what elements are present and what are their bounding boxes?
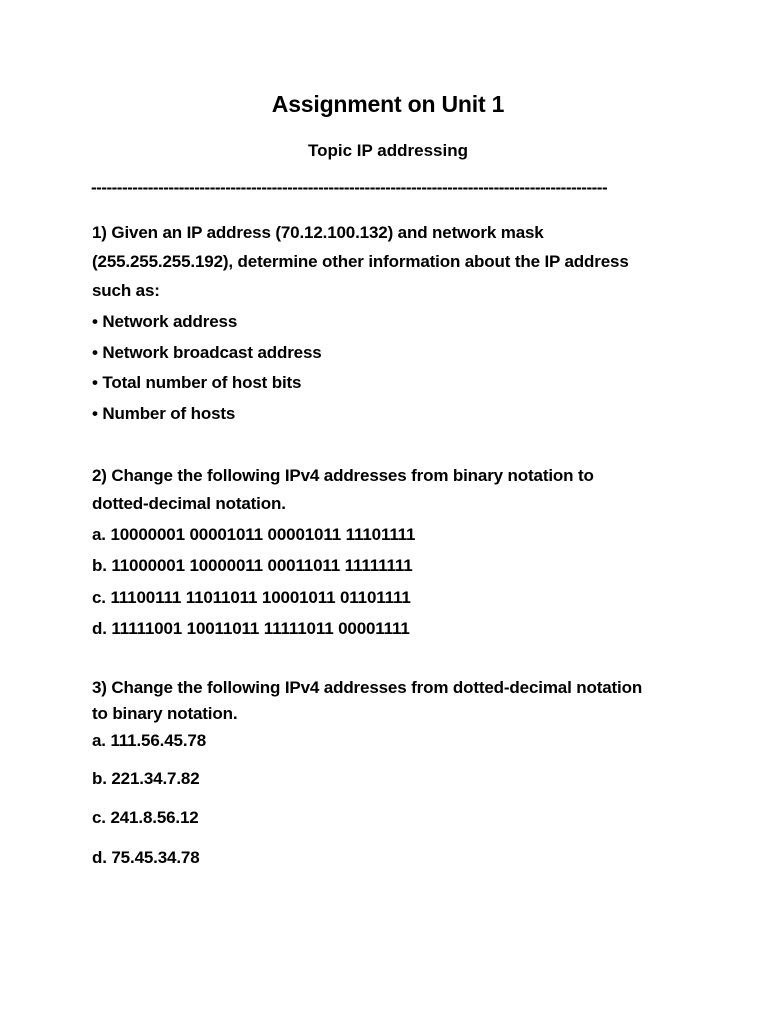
question-1-line-1: 1) Given an IP address (70.12.100.132) and network mask <box>92 223 544 242</box>
question-1-bullet-network-address: • Network address <box>92 312 238 331</box>
question-3-item-a: a. 111.56.45.78 <box>92 731 207 750</box>
question-3-item-b: b. 221.34.7.82 <box>92 769 200 788</box>
question-3-line-2: to binary notation. <box>92 704 238 723</box>
question-1-line-2: (255.255.255.192), determine other information about the IP address <box>92 252 629 271</box>
document-subtitle: Topic IP addressing <box>308 141 468 160</box>
dashed-divider: ---------------------------------------------------------------------------------------------------- <box>91 178 608 197</box>
document-title: Assignment on Unit 1 <box>271 91 505 117</box>
question-3-item-d: d. 75.45.34.78 <box>92 848 200 867</box>
question-2-line-1: 2) Change the following IPv4 addresses from binary notation to <box>92 466 594 485</box>
question-1-bullet-host-bits: • Total number of host bits <box>92 373 302 392</box>
question-2-item-b: b. 11000001 10000011 00011011 11111111 <box>92 556 413 575</box>
question-2-line-2: dotted-decimal notation. <box>92 494 286 513</box>
question-1-line-3: such as: <box>92 281 160 300</box>
question-2-item-a: a. 10000001 00001011 00001011 11101111 <box>92 525 416 544</box>
question-2-item-c: c. 11100111 11011011 10001011 01101111 <box>92 588 411 607</box>
question-3-item-c: c. 241.8.56.12 <box>92 808 199 827</box>
question-2-item-d: d. 11111001 10011011 11111011 00001111 <box>92 619 410 638</box>
question-1-bullet-number-of-hosts: • Number of hosts <box>92 404 236 423</box>
question-1-bullet-broadcast-address: • Network broadcast address <box>92 343 322 362</box>
question-3-line-1: 3) Change the following IPv4 addresses from dotted-decimal notation <box>92 678 643 697</box>
